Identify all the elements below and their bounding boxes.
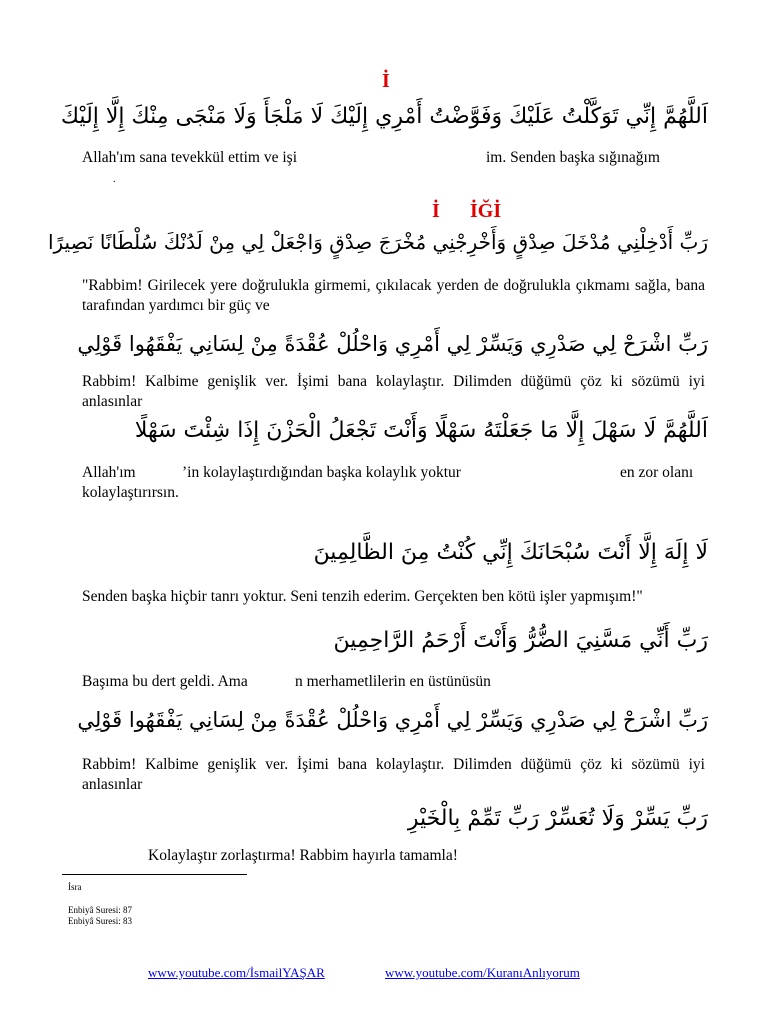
section-2-heading-part2: İĞİ	[470, 200, 502, 222]
footnote-separator	[62, 874, 247, 875]
section-3-translation: Rabbim! Kalbime genişlik ver. İşimi bana kolaylaştır. Dilimden düğümü çöz ki sözümü iyi anlasınlar	[82, 373, 705, 410]
section-3-arabic: رَبِّ اشْرَحْ لِي صَدْرِي وَيَسِّرْ لِي أَمْرِي وَاحْلُلْ عُقْدَةً مِنْ لِسَانِي يَفْقَهُوا قَوْلِي	[77, 332, 708, 356]
footnote-2: Enbiyâ Suresi: 87	[68, 905, 132, 915]
section-4-arabic: اَللَّهُمَّ لَا سَهْلَ إِلَّا مَا جَعَلْتَهُ سَهْلًا وَأَنْتَ تَجْعَلُ الْحَزْنَ إِذَا شِئْتَ سَهْلًا	[134, 418, 708, 443]
footnote-3: Enbiyâ Suresi: 83	[68, 916, 132, 926]
section-1-translation-part1: Allah'ım sana tevekkül ettim ve işi	[82, 149, 298, 166]
section-7-arabic: رَبِّ اشْرَحْ لِي صَدْرِي وَيَسِّرْ لِي أَمْرِي وَاحْلُلْ عُقْدَةً مِنْ لِسَانِي يَفْقَهُوا قَوْلِي	[77, 708, 708, 732]
youtube-link-kurani-anliyorum[interactable]: www.youtube.com/KuranıAnlıyorum	[385, 965, 580, 980]
section-6-translation-part2: n merhametlilerin en üstünüsün	[295, 673, 491, 690]
section-4-translation-part1: Allah'ım	[82, 464, 136, 481]
section-5-translation: Senden başka hiçbir tanrı yoktur. Seni tenzih ederim. Gerçekten ben kötü işler yapmışım!"	[82, 588, 643, 605]
youtube-link-ismailyasar[interactable]: www.youtube.com/İsmailYAŞAR	[148, 965, 325, 980]
section-1-heading: İ	[382, 70, 390, 92]
section-4-translation-part3: en zor olanı	[620, 464, 694, 481]
section-7-translation: Rabbim! Kalbime genişlik ver. İşimi bana kolaylaştır. Dilimden düğümü çöz ki sözümü iyi anlasınlar	[82, 756, 705, 793]
section-8-arabic: رَبِّ يَسِّرْ وَلَا تُعَسِّرْ رَبِّ تَمِّمْ بِالْخَيْرِ	[407, 806, 708, 831]
section-6-translation-part1: Başıma bu dert geldi. Ama	[82, 673, 248, 690]
section-4-translation-part2: ’in kolaylaştırdığından başka kolaylık yoktur	[182, 464, 461, 481]
section-2-translation: "Rabbim! Girilecek yere doğrulukla girmemi, çıkılacak yerden de doğrulukla çıkmamı sağla, bana tarafından yardımcı bir güç ve	[82, 277, 705, 314]
section-5-arabic: لَا إِلَهَ إِلَّا أَنْتَ سُبْحَانَكَ إِنِّي كُنْتُ مِنَ الظَّالِمِينَ	[313, 540, 708, 565]
section-6-arabic: رَبِّ أَنِّي مَسَّنِيَ الضُّرُّ وَأَنْتَ أَرْحَمُ الرَّاحِمِينَ	[333, 628, 708, 653]
section-2-arabic: رَبِّ أَدْخِلْنِي مُدْخَلَ صِدْقٍ وَأَخْرِجْنِي مُخْرَجَ صِدْقٍ وَاجْعَلْ لِي مِنْ لَدُنْكَ سُلْطَانًا نَصِيرًا	[47, 230, 708, 254]
section-4-translation-part4: kolaylaştırırsın.	[82, 484, 179, 501]
section-1-dot: .	[113, 174, 116, 185]
section-8-translation: Kolaylaştır zorlaştırma! Rabbim hayırla tamamla!	[148, 847, 458, 864]
footnote-1: İsra	[68, 882, 82, 892]
section-1-arabic: اَللَّهُمَّ إِنِّي تَوَكَّلْتُ عَلَيْكَ وَفَوَّضْتُ أَمْرِي إِلَيْكَ لَا مَلْجَأَ وَلَا مَنْجَى مِنْكَ إِلَّا إِلَيْكَ	[60, 104, 708, 129]
section-2-heading-part1: İ	[432, 200, 440, 222]
section-1-translation-part2: im. Senden başka sığınağım	[486, 149, 660, 166]
